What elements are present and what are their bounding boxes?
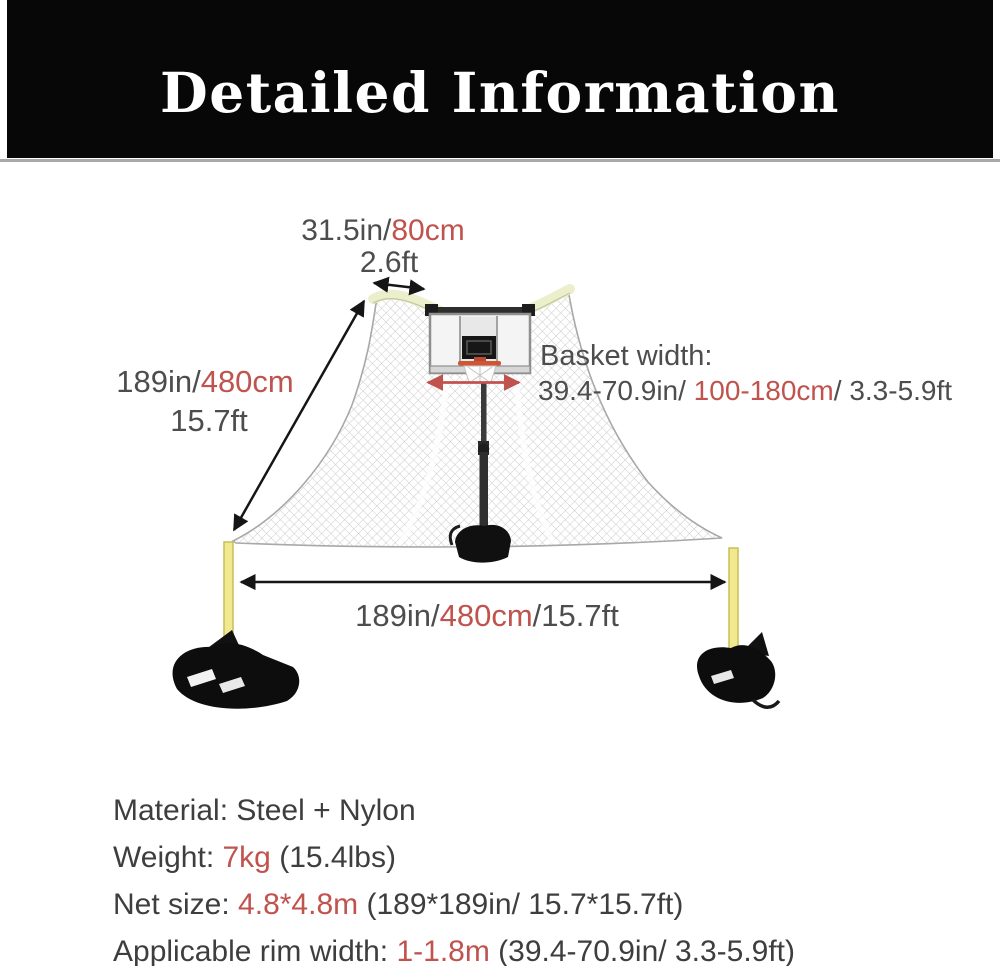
spec-rim-width-suffix: (39.4-70.9in/ 3.3-5.9ft) <box>489 935 795 966</box>
spec-rim-width-highlight: 1-1.8m <box>396 935 490 966</box>
basket-width-values: 39.4-70.9in/ 100-180cm/ 3.3-5.9ft <box>538 375 953 406</box>
spec-net-size-prefix: Net size: <box>113 888 239 921</box>
spec-weight-highlight: 7kg <box>222 841 271 874</box>
basket-width-title: Basket width: <box>540 340 713 372</box>
hoop-pole-lower <box>480 452 489 534</box>
top-width-feet-label: 2.6ft <box>359 246 419 279</box>
hoop-base <box>455 525 511 563</box>
page-title: Detailed Information <box>160 59 840 125</box>
spec-net-size-suffix: (189*189in/ 15.7*15.7ft) <box>358 888 684 921</box>
spec-net-size <box>113 881 795 928</box>
spec-weight-prefix: Weight: <box>113 841 223 874</box>
top-width-label: 31.5in/80cm <box>301 214 465 247</box>
spec-weight-suffix: (15.4lbs) <box>270 841 396 874</box>
specs-section <box>113 787 795 966</box>
diagonal-feet-label: 15.7ft <box>170 403 248 438</box>
diagonal-label: 189in/480cm <box>116 364 294 399</box>
spec-material-prefix: Material: Steel + Nylon <box>113 794 416 827</box>
hoop-pole-upper <box>481 373 487 447</box>
spec-material <box>113 787 795 834</box>
bottom-width-label: 189in/480cm/15.7ft <box>355 598 619 633</box>
spec-rim-width <box>113 928 795 966</box>
rim <box>458 361 501 366</box>
right-base-loop <box>753 700 779 707</box>
top-width-arrow <box>374 283 424 289</box>
spec-net-size-highlight: 4.8*4.8m <box>238 888 359 921</box>
spec-weight <box>113 834 795 881</box>
spec-rim-width-prefix: Applicable rim width: <box>113 935 397 966</box>
